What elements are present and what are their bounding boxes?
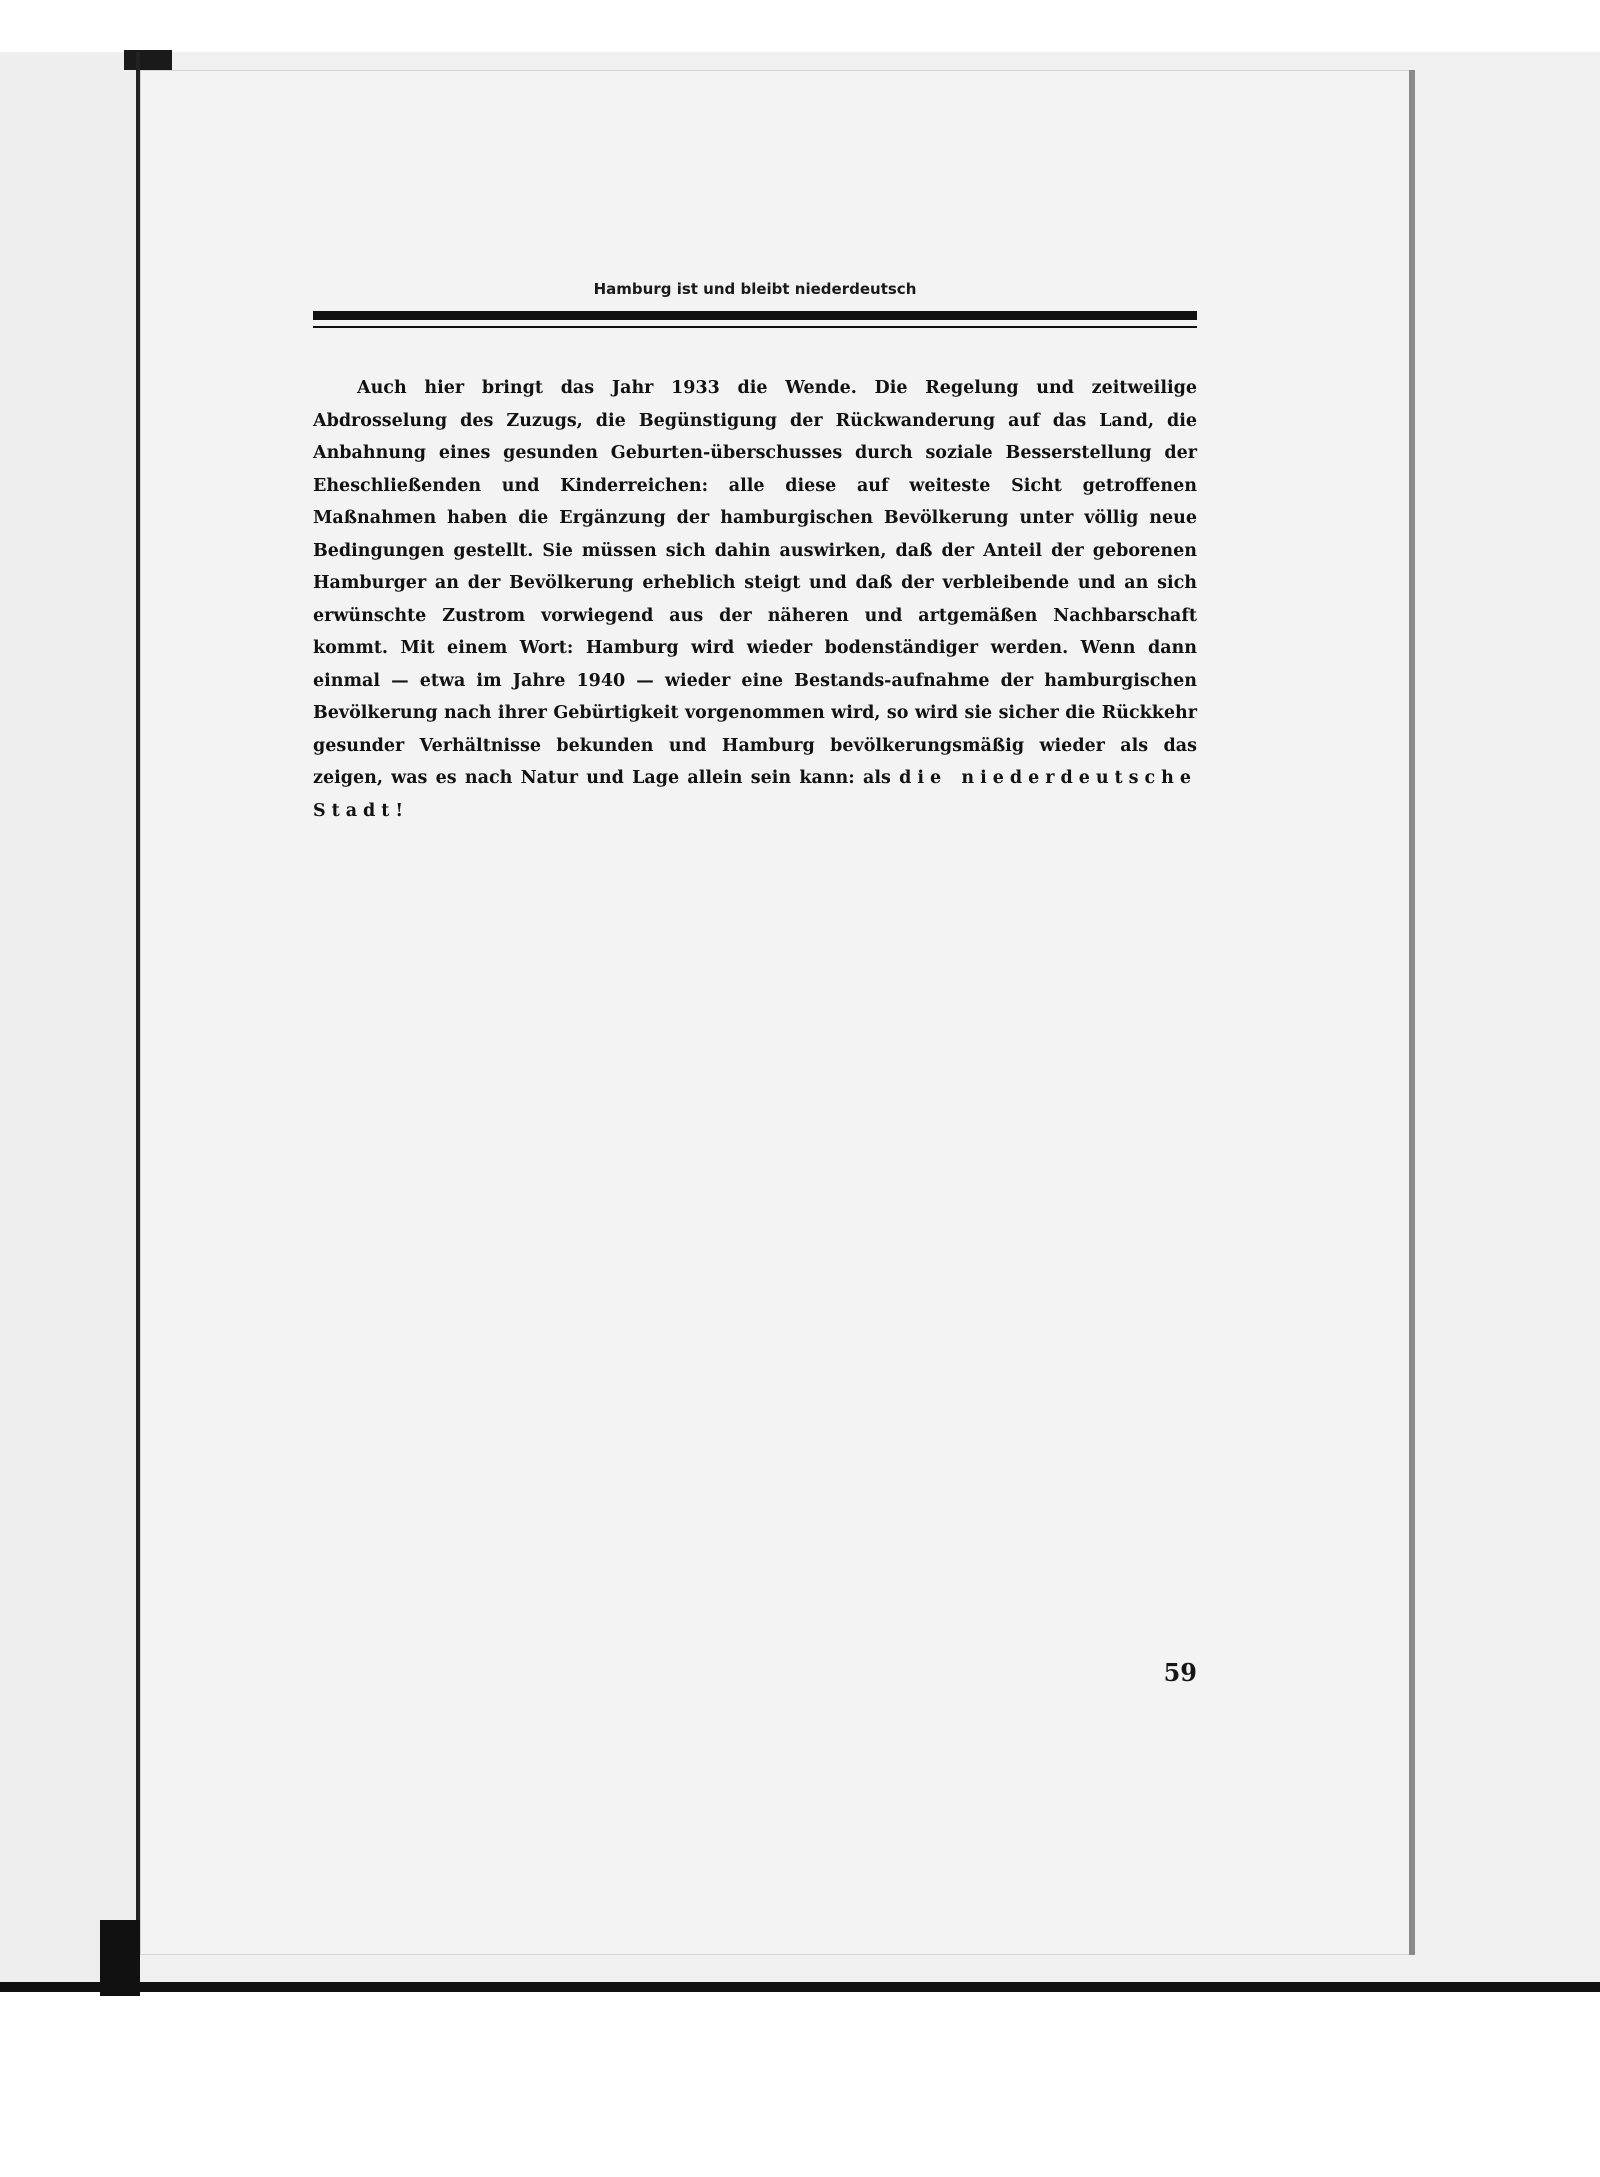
spine-tab-top bbox=[124, 50, 172, 70]
facing-page-edge bbox=[0, 52, 138, 1990]
running-head: Hamburg ist und bleibt niederdeutsch bbox=[593, 280, 917, 298]
header-rule-thin bbox=[313, 326, 1197, 328]
body-text: Auch hier bringt das Jahr 1933 die Wende. Die Regelung und zeitweilige Abdrosselung des Zuzugs, die Begünstigung der Rückwanderung auf das Land, die Anbahnung eines gesunden Geburten-überschusses durch soziale Besserstellung der Eheschließenden und Kinderreichen: alle diese auf weiteste Sicht getroffenen Maßnahmen haben die Ergänzung der hamburgischen Bevölkerung unter völlig neue Bedingungen gestellt. Sie müssen sich dahin auswirken, daß der Anteil der geborenen Hamburger an der Bevölkerung erheblich steigt und daß der verbleibende und an sich erwünschte Zustrom vorwiegend aus der näheren und artgemäßen Nachbarschaft kommt. Mit einem Wort: Hamburg wird wieder bodenständiger werden. Wenn dann einmal — etwa im Jahre 1940 — wieder eine Bestands-aufnahme der hamburgischen Bevölkerung nach ihrer Gebürtigkeit vorgenommen wird, so wird sie sicher die Rückkehr gesunder Verhältnisse bekunden und Hamburg bevölkerungsmäßig wieder als das zeigen, was es nach Natur und Lage allein sein kann: als bbox=[313, 378, 1197, 788]
closing-phrase: die niederdeutsche Stadt! bbox=[313, 768, 1197, 821]
header-rule-thick bbox=[313, 311, 1197, 320]
body-paragraph bbox=[313, 372, 1197, 827]
page-number: 59 bbox=[1163, 1658, 1197, 1687]
scan-bottom-bar bbox=[0, 1982, 1600, 1992]
book-page bbox=[140, 70, 1413, 1955]
page-right-edge bbox=[1409, 70, 1415, 1955]
